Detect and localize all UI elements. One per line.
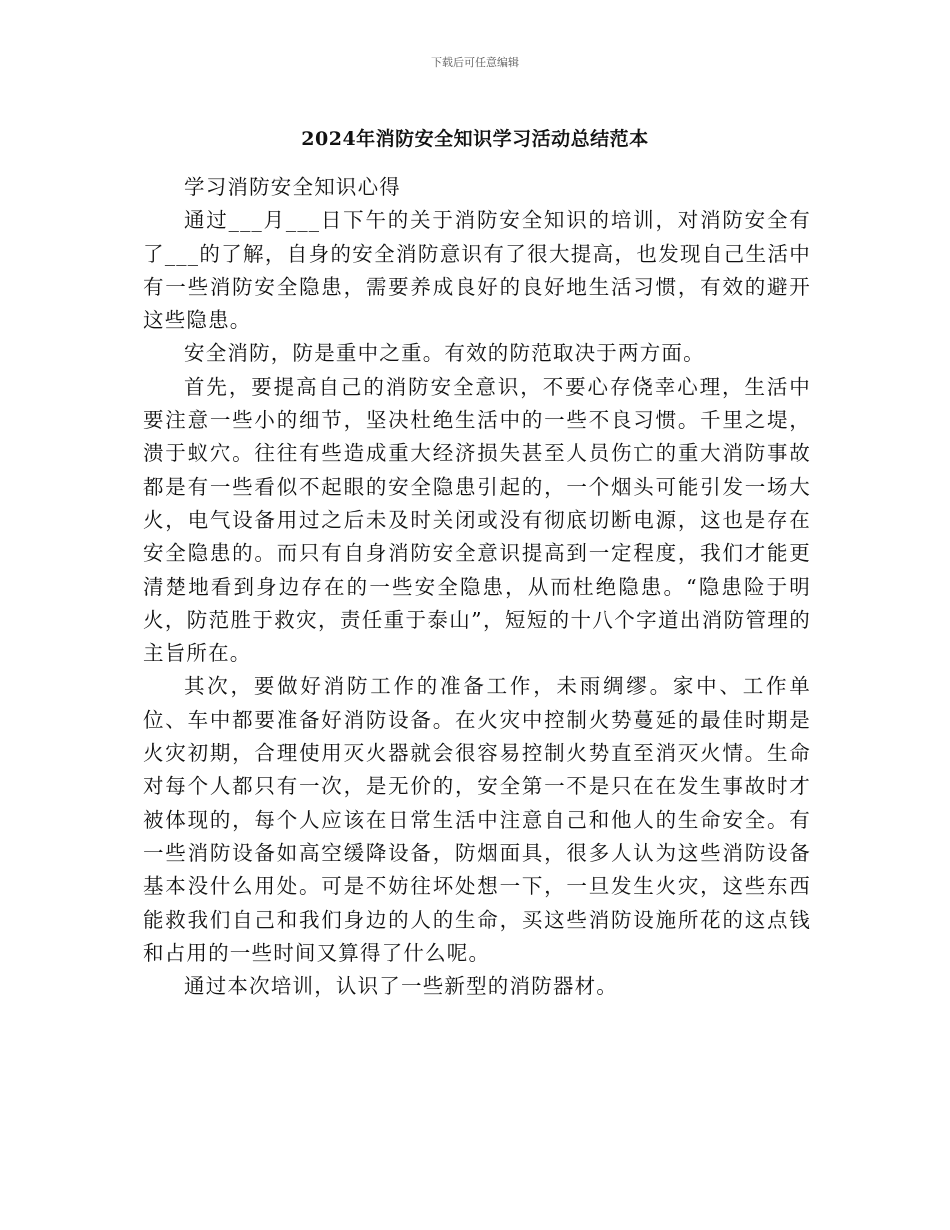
- paragraph-intro: 通过___月___日下午的关于消防安全知识的培训，对消防安全有了___的了解，自身的安全消防意识有了很大提高，也发现自己生活中有一些消防安全隐患，需要养成良好的良好地生活习惯，有效的避开这些隐患。: [143, 208, 811, 333]
- paragraph-subtitle: 学习消防安全知识心得: [184, 175, 401, 199]
- paragraph-first: 首先，要提高自己的消防安全意识，不要心存侥幸心理，生活中要注意一些小的细节，坚决杜绝生活中的一些不良习惯。千里之堤，溃于蚁穴。往往有些造成重大经济损失甚至人员伤亡的重大消防事故都是有一些看似不起眼的安全隐患引起的，一个烟头可能引发一场大火，电气设备用过之后未及时关闭或没有彻底切断电源，这也是存在安全隐患的。而只有自身消防安全意识提高到一定程度，我们才能更清楚地看到身边存在的一些安全隐患，从而杜绝隐患。“隐患险于明火，防范胜于救灾，责任重于泰山”，短短的十八个字道出消防管理的主旨所在。: [143, 374, 811, 666]
- paragraph-second: 其次，要做好消防工作的准备工作，未雨绸缪。家中、工作单位、车中都要准备好消防设备。在火灾中控制火势蔓延的最佳时期是火灾初期，合理使用灭火器就会很容易控制火势直至消灭火情。生命对每个人都只有一次，是无价的，安全第一不是只在在发生事故时才被体现的，每个人应该在日常生活中注意自己和他人的生命安全。有一些消防设备如高空缓降设备，防烟面具，很多人认为这些消防设备基本没什么用处。可是不妨往坏处想一下，一旦发生火灾，这些东西能救我们自己和我们身边的人的生命，买这些消防设施所花的这点钱和占用的一些时间又算得了什么呢。: [143, 674, 811, 965]
- header-note: 下载后可任意编辑: [431, 56, 519, 69]
- paragraph-key-point: 安全消防，防是重中之重。有效的防范取决于两方面。: [184, 341, 705, 366]
- document-body: [143, 171, 811, 1003]
- paragraph-closing: 通过本次培训，认识了一些新型的消防器材。: [184, 974, 618, 999]
- document-title: 2024年消防安全知识学习活动总结范本: [301, 128, 649, 150]
